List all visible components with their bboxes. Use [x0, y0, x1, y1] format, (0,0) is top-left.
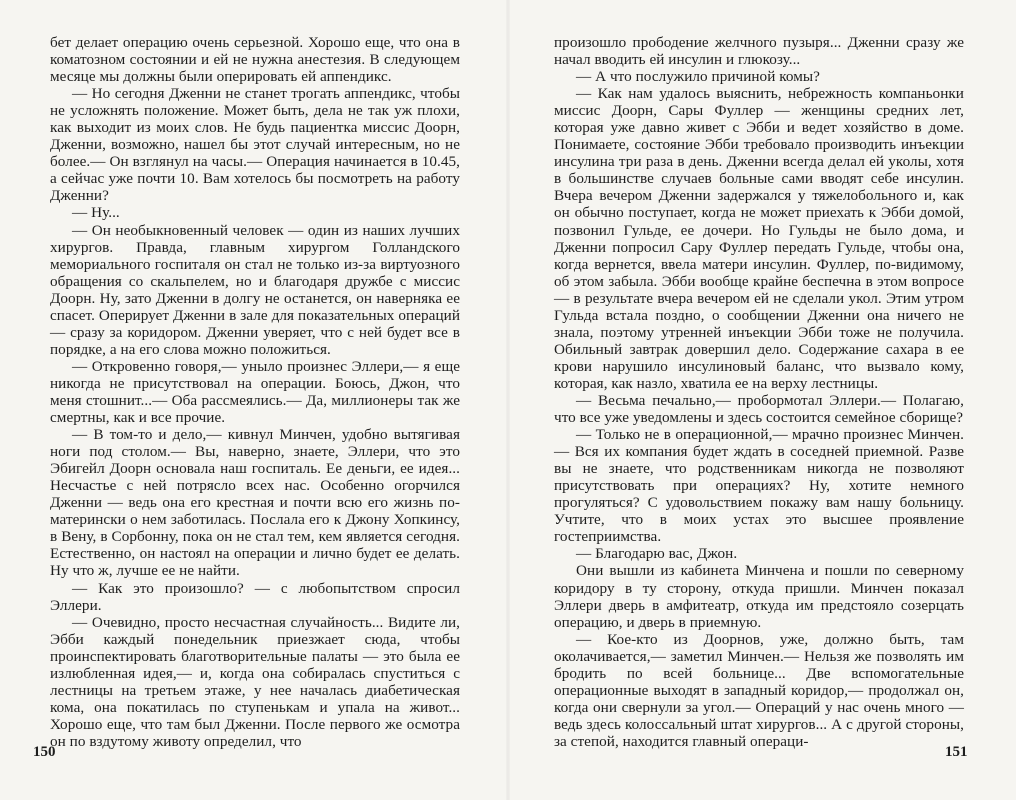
paragraph: — Откровенно говоря,— уныло произнес Эллери,— я еще никогда не присутствовал на операции. Боюсь, Джон, что меня стошнит...— Оба рассмеялись.— Да, миллионеры так же смертны, как и все прочие. [50, 357, 460, 427]
paragraph: — Он необыкновенный человек — один из наших лучших хирургов. Правда, главным хирургом Голландского мемориального госпиталя он стал не только из-за виртуозного обращения со скальпелем, но и благодаря дружбе с миссис Доорн. Ну, зато Дженни в долгу не останется, он наверняка ее спасет. Оперирует Дженни в зале для показательных операций — сразу за коридором. Дженни уверяет, что с ней будет все в порядке, а на его слова можно положиться. [50, 221, 460, 358]
left-page [50, 34, 460, 750]
paragraph: — А что послужило причиной комы? [576, 68, 820, 86]
paragraph: — Как нам удалось выяснить, небрежность компаньонки миссис Доорн, Сары Фуллер — женщины средних лет, которая уже давно живет с Эбби и ведет хозяйство в доме. Понимаете, состояние Эбби требовало производить инъекции инсулина три раза в день. Дженни всегда делал ей уколы, хотя в большинстве случаев больные сами вводят себе инсулин. Вчера вечером Дженни задержался у тяжелобольного и, как он обычно поступает, когда не может приехать к Эбби домой, позвонил Гульде, ее дочери. Но Гульды не было дома, и Дженни попросил Сару Фуллер передать Гульде, чтобы она, когда вернется, ввела матери инсулин. Фуллер, по-видимому, об этом забыла. Эбби вообще крайне беспечна в этом вопросе — в результате вчера вечером ей не сделали укол. Этим утром Гульда встала поздно, о сообщении Дженни она ничего не знала, поэтому утренней инъекции Эбби тоже не получила. Обильный завтрак довершил дело. Содержание сахара в ее крови нарушило инсулиновый баланс, что вызвало кому, которая, как назло, хватила ее на верху лестницы. [554, 85, 964, 392]
paragraph: — Только не в операционной,— мрачно произнес Минчен.— Вся их компания будет ждать в соседней приемной. Разве вы не знаете, что родственникам никогда не позволяют присутствовать при операциях? Ну, хотите немного прогуляться? С удовольствием покажу вам нашу больницу. Учтите, что в моих устах это высшее проявление гостеприимства. [554, 426, 964, 546]
book-gutter [506, 0, 510, 800]
paragraph: — Очевидно, просто несчастная случайность... Видите ли, Эбби каждый понедельник приезжает сюда, чтобы проинспектировать благотворительные палаты — это была ее излюбленная идея,— и, когда она собиралась спуститься с лестницы на третьем этаже, у нее началась диабетическая кома, она покатилась по ступенькам и упала на живот... Хорошо еще, что там был Дженни. После первого же осмотра он по вздутому животу определил, что [50, 613, 460, 750]
paragraph: Они вышли из кабинета Минчена и пошли по северному коридору в ту сторону, откуда пришли. Минчен показал Эллери дверь в амфитеатр, откуда им предстояло созерцать операцию, и дверь в приемную. [554, 562, 964, 631]
paragraph: — Но сегодня Дженни не станет трогать аппендикс, чтобы не усложнять положение. Может быть, дела не так уж плохи, как выходит из моих слов. Не будь пациентка миссис Доорн, Дженни, возможно, нашел бы этот случай интересным, но не более.— Он взглянул на часы.— Операция начинается в 10.45, а сейчас уже почти 10. Вам хотелось бы посмотреть на работу Дженни? [50, 85, 460, 205]
paragraph: произошло прободение желчного пузыря... Дженни сразу же начал вводить ей инсулин и глюкозу... [554, 34, 964, 69]
paragraph: — Весьма печально,— пробормотал Эллери.— Полагаю, что все уже уведомлены и здесь состоится семейное сборище? [554, 391, 964, 427]
paragraph: — В том-то и дело,— кивнул Минчен, удобно вытягивая ноги под столом.— Вы, наверно, знаете, Эллери, что это Эбигейл Доорн основала наш госпиталь. Ее деньги, ее идея... Несчастье с ней потрясло всех нас. Особенно огорчился Дженни — ведь она его крестная и почти всю его жизнь по-матерински о нем заботилась. Послала его к Джону Хопкинсу, в Вену, в Сорбонну, пока он не стал тем, кем является сегодня. Естественно, он настоял на операции и лично будет ее делать. Ну что ж, лучше ее не найти. [50, 426, 460, 580]
paragraph: — Кое-кто из Доорнов, уже, должно быть, там околачивается,— заметил Минчен.— Нельзя же позволять им бродить по всей больнице... Две вспомогательные операционные выходят в западный коридор,— продолжал он, когда они свернули за угол.— Операций у нас очень много — ведь здесь колоссальный штат хирургов... А с другой стороны, за степой, находится главный операци- [554, 630, 964, 750]
paragraph: бет делает операцию очень серьезной. Хорошо еще, что она в коматозном состоянии и ей не нужна анестезия. В следующем месяце мы должны были оперировать ей аппендикс. [50, 34, 460, 86]
page-number-left: 150 [33, 744, 56, 760]
page-number-right: 151 [945, 744, 968, 760]
paragraph: — Ну... [72, 204, 120, 222]
paragraph: — Благодарю вас, Джон. [576, 545, 738, 563]
paragraph: — Как это произошло? — с любопытством спросил Эллери. [50, 579, 460, 614]
right-page [554, 34, 964, 750]
